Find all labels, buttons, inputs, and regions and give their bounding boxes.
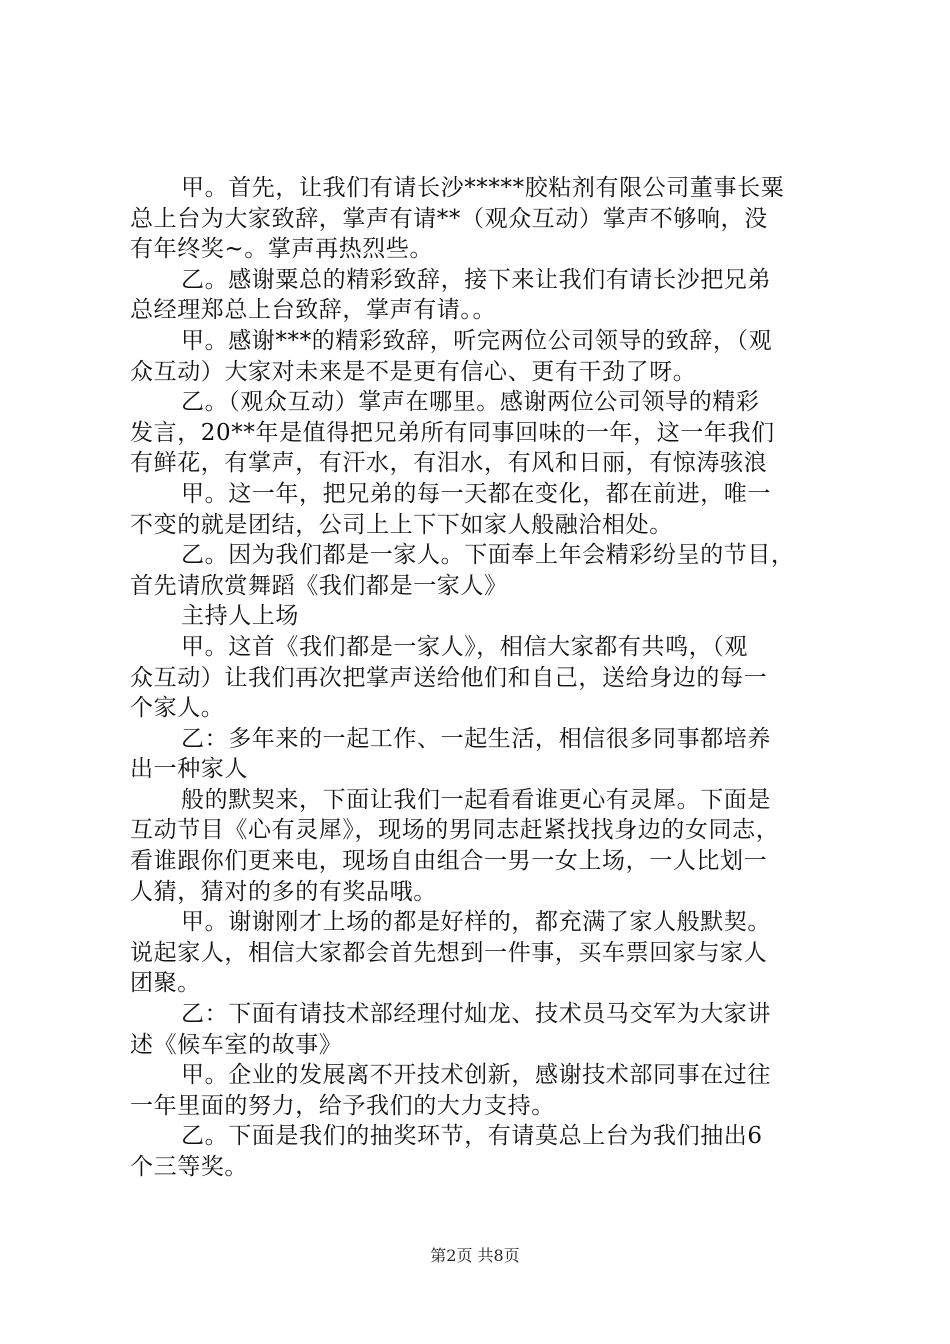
text-line: 甲。这首《我们都是一家人》，相信大家都有共鸣，（观 xyxy=(181,633,748,660)
text-line: 说起家人，相信大家都会首先想到一件事，买车票回家与家人 xyxy=(130,939,768,966)
text-line: 总经理郑总上台致辞，掌声有请。。 xyxy=(130,297,497,324)
text-line: 乙：下面有请技术部经理付灿龙、技术员马交军为大家讲 xyxy=(181,1001,771,1028)
text-line: 甲。首先，让我们有请长沙*****胶粘剂有限公司董事长粟 xyxy=(181,175,785,201)
text-line: 有年终奖~。掌声再热烈些。 xyxy=(130,236,434,263)
text-line: 有鲜花，有掌声，有汗水，有泪水，有风和日丽，有惊涛骇浪 xyxy=(130,450,768,477)
text-line: 众互动）大家对未来是不是更有信心、更有干劲了呀。 xyxy=(130,358,697,385)
text-line: 个三等奖。 xyxy=(130,1154,248,1180)
text-line: 众互动）让我们再次把掌声送给他们和自己，送给身边的每一 xyxy=(130,664,768,691)
text-line: 乙。下面是我们的抽奖环节，有请莫总上台为我们抽出6 xyxy=(181,1123,763,1150)
text-line: 乙：多年来的一起工作、一起生活，相信很多同事都培养 xyxy=(181,725,771,752)
text-line: 主持人上场 xyxy=(181,603,299,630)
text-line: 一年里面的努力，给予我们的大力支持。 xyxy=(130,1092,555,1119)
text-line: 看谁跟你们更来电，现场自由组合一男一女上场，一人比划一 xyxy=(130,848,768,875)
page-footer: 第2页 共8页 xyxy=(430,1246,520,1265)
text-line: 乙。因为我们都是一家人。下面奉上年会精彩纷呈的节目， xyxy=(181,542,795,569)
text-line: 般的默契来，下面让我们一起看看谁更心有灵犀。下面是 xyxy=(181,786,771,813)
document-body xyxy=(130,173,842,1183)
text-line: 人猜，猜对的多的有奖品哦。 xyxy=(130,878,437,905)
text-line: 团聚。 xyxy=(130,970,201,997)
text-line: 甲。谢谢刚才上场的都是好样的，都充满了家人般默契。 xyxy=(181,909,771,936)
text-line: 甲。感谢***的精彩致辞，听完两位公司领导的致辞，（观 xyxy=(181,327,773,354)
text-line: 乙。感谢粟总的精彩致辞，接下来让我们有请长沙把兄弟 xyxy=(181,266,771,293)
text-line: 首先请欣赏舞蹈《我们都是一家人》 xyxy=(130,572,508,599)
text-line: 个家人。 xyxy=(130,695,225,722)
text-line: 总上台为大家致辞，掌声有请**（观众互动）掌声不够响，没 xyxy=(130,205,768,232)
text-line: 互动节目《心有灵犀》，现场的男同志赶紧找找身边的女同志， xyxy=(130,817,780,844)
text-line: 乙。（观众互动）掌声在哪里。感谢两位公司领导的精彩 xyxy=(181,389,760,416)
text-line: 不变的就是团结，公司上上下下如家人般融洽相处。 xyxy=(130,511,673,538)
text-line: 述《候车室的故事》 xyxy=(130,1031,343,1058)
text-line: 甲。这一年，把兄弟的每一天都在变化，都在前进，唯一 xyxy=(181,480,771,507)
text-line: 发言，20**年是值得把兄弟所有同事回味的一年，这一年我们 xyxy=(130,419,775,446)
text-line: 出一种家人 xyxy=(130,756,248,783)
text-line: 甲。企业的发展离不开技术创新，感谢技术部同事在过往 xyxy=(181,1062,771,1089)
